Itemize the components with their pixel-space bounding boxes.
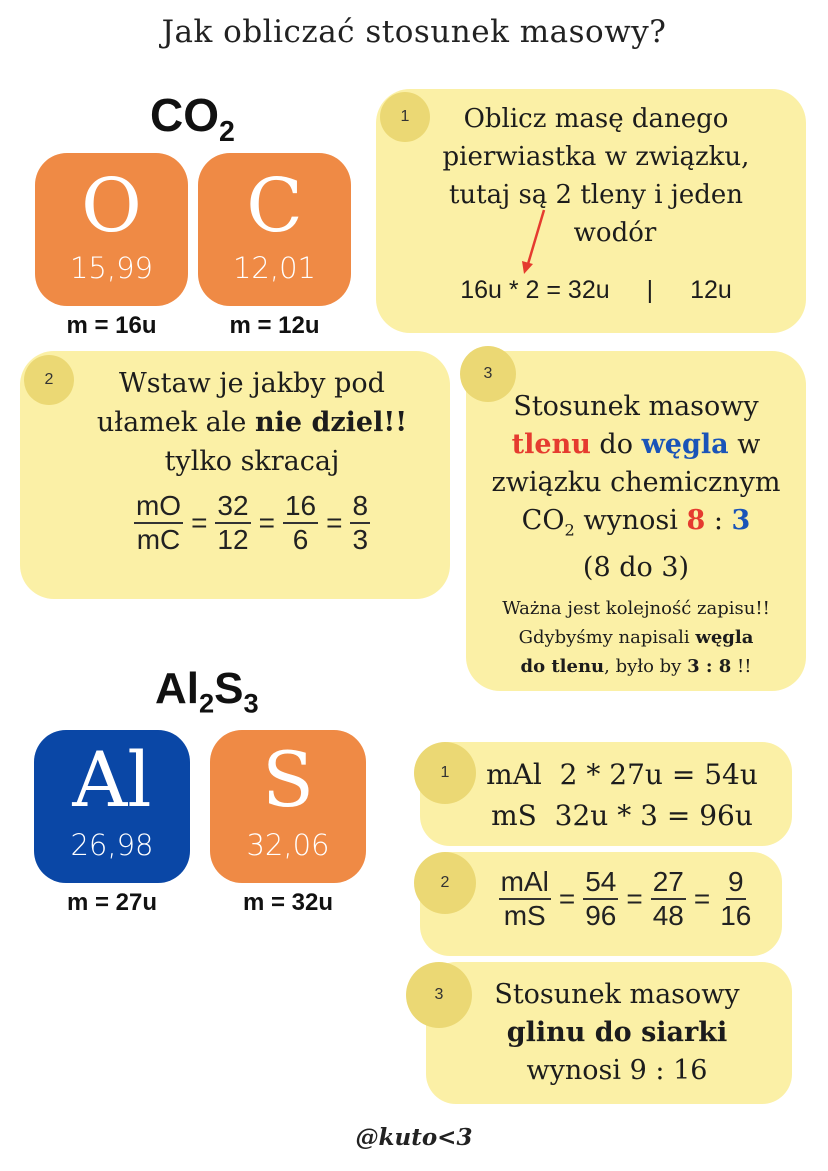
al2s3-formula (155, 664, 259, 720)
equals-sign: = (258, 507, 275, 539)
fraction-denominator: 96 (585, 900, 617, 932)
co2-formula-main: CO (150, 89, 219, 141)
fraction-numerator: 9 (726, 866, 746, 900)
aluminium-mass: m = 27u (66, 889, 158, 916)
fraction-denominator: mS (503, 900, 546, 932)
fraction-denominator: 12 (217, 524, 249, 556)
co2-step3-do: do (590, 429, 642, 460)
co2-step3-line1: Stosunek masowy (513, 391, 759, 422)
co2-note-line1: Ważna jest kolejność zapisu!! (502, 598, 770, 619)
co2-step3-w: w (728, 429, 761, 460)
co2-step3-note (470, 594, 802, 681)
al2s3-fraction-equation (476, 866, 776, 932)
al2s3-step1-text (452, 754, 792, 836)
co2-step1-calc-left: 16u * 2 = 32u (460, 276, 610, 304)
equals-sign: = (558, 883, 576, 915)
carbon-symbol: C (246, 163, 303, 249)
fraction-denominator: mC (136, 524, 181, 556)
co2-step1-separator: | (646, 276, 654, 304)
oxygen-tile (35, 153, 188, 306)
co2-step1-line3: tutaj są 2 tleny i jeden (448, 180, 744, 210)
co2-step3-line4 (470, 502, 802, 549)
page-title: Jak obliczać stosunek masowy? (161, 14, 667, 50)
fraction-numerator: 8 (350, 490, 370, 524)
co2-step1-calc-right: 12u (690, 276, 732, 304)
co2-step3-co-sub: 2 (564, 520, 575, 540)
co2-step2-line2 (62, 403, 442, 442)
co2-step2-line2-pre: ułamek ale (96, 407, 255, 438)
al2s3-step2-badge: 2 (414, 852, 476, 914)
red-arrow-icon (510, 206, 550, 278)
al2s3-step3-text (450, 976, 784, 1090)
fraction (350, 490, 370, 556)
co2-step1-text (400, 100, 792, 252)
fraction-denominator: 48 (652, 900, 684, 932)
fraction (283, 490, 318, 556)
ratio-oxygen: 8 (686, 505, 706, 536)
fraction-numerator: 54 (583, 866, 618, 900)
fraction (718, 866, 753, 932)
fraction-numerator: mO (134, 490, 183, 524)
oxygen-word: tlenu (511, 429, 591, 460)
co2-note-ratio: 3 : 8 (687, 656, 732, 677)
sulfur-symbol: S (261, 735, 315, 824)
fraction (215, 490, 250, 556)
al2s3-step1-badge: 1 (414, 742, 476, 804)
oxygen-mass: m = 16u (66, 312, 157, 339)
co2-step3-line3: związku chemicznym (491, 467, 781, 498)
co2-step2-line1: Wstaw je jakby pod (119, 368, 385, 399)
al2s3-al-sub: 2 (199, 687, 215, 719)
co2-note-line3-end: !! (731, 656, 752, 677)
aluminium-tile (34, 730, 190, 883)
al2s3-step3-badge: 3 (406, 962, 472, 1028)
al2s3-al: Al (155, 664, 199, 713)
co2-step1-line4: wodór (573, 218, 657, 248)
oxygen-symbol: O (81, 163, 142, 249)
co2-step2-line2-bold: nie dziel!! (254, 407, 408, 438)
co2-step1-badge: 1 (380, 92, 430, 142)
sulfur-tile (210, 730, 366, 883)
fraction-numerator: 16 (283, 490, 318, 524)
sulfur-atomic-mass: 32,06 (246, 828, 330, 862)
al2s3-s-sub: 3 (243, 687, 259, 719)
co2-note-line3-mid: , było by (604, 656, 688, 677)
co2-note-line2-bold: węgla (695, 627, 754, 648)
fraction-numerator: mAl (499, 866, 551, 900)
fraction-denominator: 6 (292, 524, 309, 556)
fraction (499, 866, 551, 932)
fraction-numerator: 32 (215, 490, 250, 524)
co2-note-line2 (470, 623, 802, 652)
co2-note-line3-bold: do tlenu (520, 656, 605, 677)
co2-step1-line2: pierwiastka w związku, (442, 142, 750, 172)
co2-step1-line1: Oblicz masę danego (463, 104, 729, 134)
equals-sign: = (693, 883, 711, 915)
al2s3-step1-line2: mS 32u * 3 = 96u (491, 799, 753, 832)
equals-sign: = (191, 507, 208, 539)
fraction (651, 866, 686, 932)
co2-step2-badge: 2 (24, 355, 74, 405)
co2-step3-line5: (8 do 3) (582, 552, 690, 584)
aluminium-symbol: Al (72, 735, 152, 824)
fraction (134, 490, 183, 556)
co2-fraction-equation (62, 490, 442, 556)
author-handle: @kuto<3 (355, 1124, 473, 1151)
co2-formula-sub: 2 (219, 115, 235, 148)
co2-step3-wynosi: wynosi (574, 505, 687, 536)
oxygen-atomic-mass: 15,99 (69, 251, 154, 285)
co2-formula (150, 88, 235, 149)
al2s3-step1-line1: mAl 2 * 27u = 54u (486, 758, 758, 791)
al2s3-s: S (214, 664, 244, 713)
co2-note-line2-pre: Gdybyśmy napisali (518, 627, 696, 648)
al2s3-step3-line3: wynosi 9 : 16 (526, 1055, 708, 1086)
fraction-denominator: 3 (352, 524, 369, 556)
equals-sign: = (626, 883, 643, 915)
al2s3-step3-line1: Stosunek masowy (494, 979, 740, 1010)
equals-sign: = (326, 507, 343, 539)
carbon-mass: m = 12u (229, 312, 320, 339)
carbon-tile (198, 153, 351, 306)
fraction-denominator: 16 (720, 900, 752, 932)
co2-step3-badge: 3 (460, 346, 516, 402)
co2-step2-line3: tylko skracaj (164, 446, 340, 477)
sulfur-mass: m = 32u (242, 889, 334, 916)
aluminium-atomic-mass: 26,98 (70, 828, 154, 862)
co2-step2-text (62, 364, 442, 481)
fraction-numerator: 27 (651, 866, 686, 900)
co2-note-line3 (470, 652, 802, 681)
co2-step3-text (470, 388, 802, 587)
ratio-carbon: 3 (731, 505, 751, 536)
co2-step1-calc (400, 276, 792, 305)
co2-step3-co: CO (521, 505, 565, 536)
co2-step3-line2 (470, 426, 802, 464)
carbon-atomic-mass: 12,01 (232, 251, 317, 285)
fraction (583, 866, 618, 932)
al2s3-step3-line2: glinu do siarki (506, 1017, 728, 1048)
ratio-colon: : (705, 505, 732, 536)
carbon-word: węgla (641, 429, 729, 460)
